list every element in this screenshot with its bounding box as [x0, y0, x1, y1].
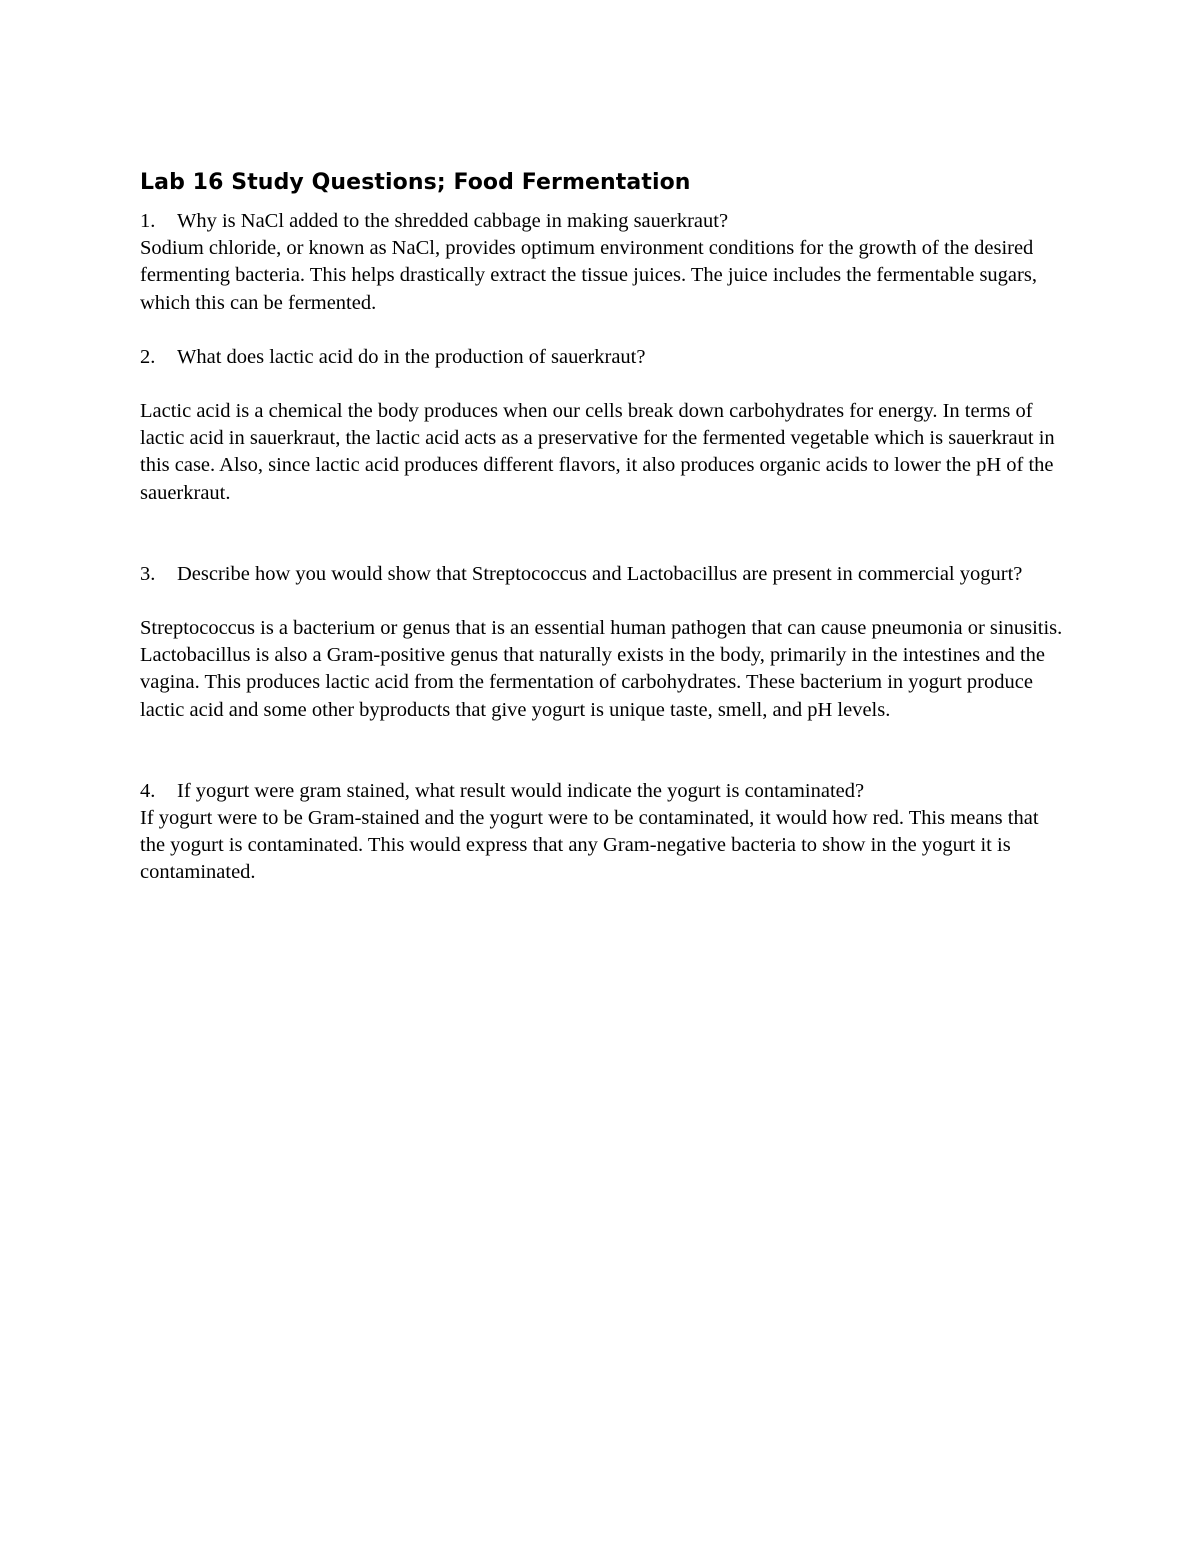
- question-4: [140, 778, 1065, 805]
- question-number: 3.: [140, 562, 156, 585]
- spacer: [140, 588, 1065, 615]
- question-2: [140, 344, 1065, 371]
- page-title: Lab 16 Study Questions; Food Fermentation: [140, 170, 691, 195]
- document-body: [140, 168, 1065, 887]
- question-number: 4.: [140, 779, 156, 802]
- question-text: What does lactic acid do in the production of sauerkraut?: [177, 345, 646, 368]
- spacer: [140, 317, 1065, 344]
- spacer: [140, 724, 1065, 778]
- spacer: [140, 507, 1065, 561]
- question-text: Why is NaCl added to the shredded cabbage in making sauerkraut?: [177, 210, 729, 232]
- answer-1: Sodium chloride, or known as NaCl, provides optimum environment conditions for the growth of the desired fermenting bacteria. This helps drastically extract the tissue juices. The juice includes the fermentable sugars, which this can be fermented.: [140, 237, 1037, 314]
- question-text: If yogurt were gram stained, what result would indicate the yogurt is contaminated?: [177, 779, 865, 802]
- question-1: [140, 208, 1065, 235]
- question-number: 2.: [140, 345, 156, 368]
- question-3: [140, 561, 1065, 588]
- question-number: 1.: [140, 210, 156, 232]
- answer-4: If yogurt were to be Gram-stained and the yogurt were to be contaminated, it would how red. This means that the yogurt is contaminated. This would express that any Gram-negative bacteria to show in the yogurt it is contaminated.: [140, 807, 1039, 884]
- answer-2: Lactic acid is a chemical the body produces when our cells break down carbohydrates for energy. In terms of lactic acid in sauerkraut, the lactic acid acts as a preservative for the fermented vegetable which is sauerkraut in this case. Also, since lactic acid produces different flavors, it also produces organic acids to lower the pH of the sauerkraut.: [140, 400, 1055, 504]
- question-text: Describe how you would show that Streptococcus and Lactobacillus are present in commercial yogurt?: [177, 562, 1023, 585]
- spacer: [140, 371, 1065, 398]
- answer-3: Streptococcus is a bacterium or genus that is an essential human pathogen that can cause pneumonia or sinusitis. Lactobacillus is also a Gram-positive genus that naturally exists in the body, primarily in the intestines and the vagina. This produces lactic acid from the fermentation of carbohydrates. These bacterium in yogurt produce lactic acid and some other byproducts that give yogurt is unique taste, smell, and pH levels.: [140, 617, 1063, 721]
